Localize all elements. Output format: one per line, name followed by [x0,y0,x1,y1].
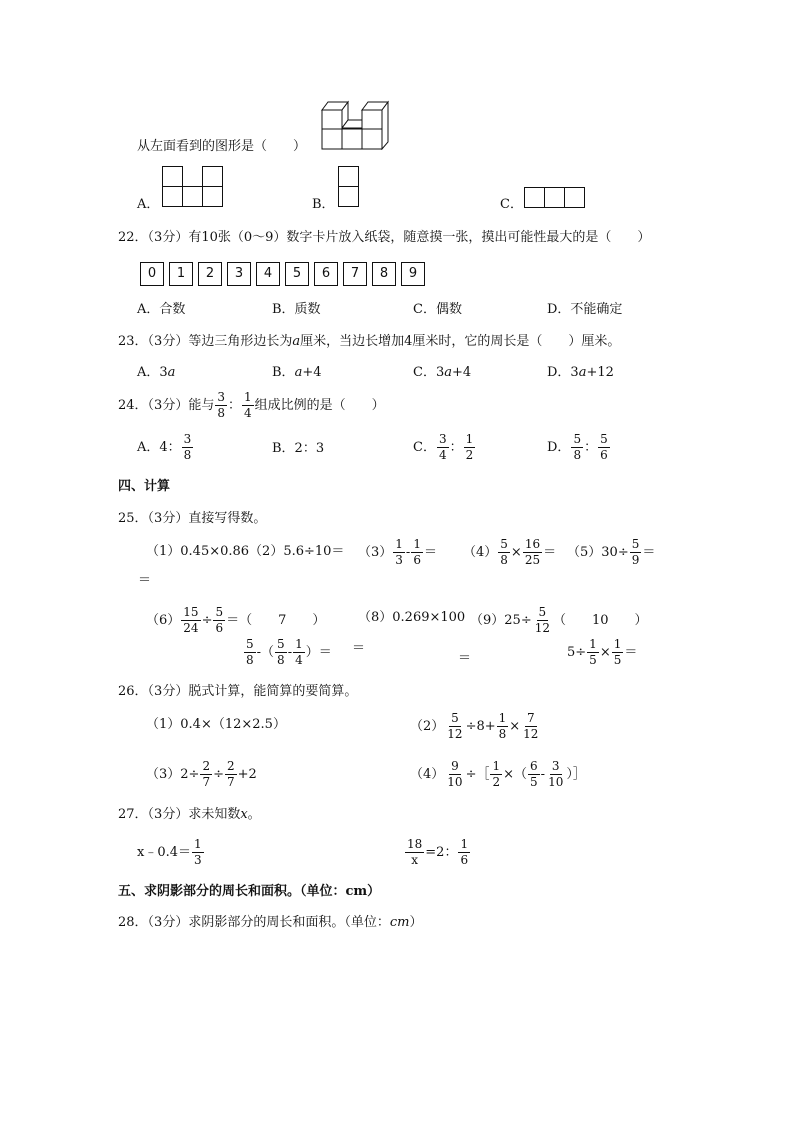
expr: x﹣0.4＝ [137,845,192,861]
q27-equation-2 [404,838,471,867]
q25-item-1-2: （1）0.45×0.86（2）5.6÷10＝ [146,544,345,559]
q21-option-b-figure [338,166,360,208]
fraction [528,760,540,789]
fraction [181,606,200,635]
numerator: 5 [630,538,642,553]
q24-option-d [547,433,611,462]
digit-card: 4 [256,262,280,286]
q23-stem-a: 23．（3分）等边三角形边长为 [118,334,293,349]
fraction [393,538,405,567]
denominator: 5 [530,775,538,790]
numerator: 15 [181,606,200,621]
fraction [213,606,225,635]
equals: ＝ [423,545,437,561]
q28-unit: cm [389,915,410,930]
expr: ÷［ [465,767,490,783]
numerator: 5 [598,433,610,448]
minus: - [287,645,293,661]
denominator: 4 [295,653,303,668]
q25-item-10 [567,638,637,667]
numerator: 3 [550,760,562,775]
q24-opt-c-text: C． [413,440,436,456]
fraction [445,760,464,789]
numerator: 1 [464,433,476,448]
expr: =2： [425,845,458,861]
item-label: （6） [146,613,181,629]
denominator: 8 [246,653,254,668]
fraction [630,538,642,567]
denominator: 7 [227,775,235,790]
numerator: 3 [182,433,194,448]
denominator: 6 [215,621,224,636]
q21-option-a-label: A． [137,197,160,212]
digit-card: 2 [198,262,222,286]
denominator: 10 [447,775,463,790]
expr: ）＝ [305,645,332,661]
q26-item-1: （1）0.4×（12×2.5） [146,717,286,732]
q23-opt-b-text: B． [272,365,295,380]
q23-opt-c-tail: +4 [451,365,472,380]
q24-opt-d-text: D． [547,440,571,456]
denominator: 8 [500,553,508,568]
numerator: 1 [490,760,502,775]
divide: ÷ [213,767,224,783]
denominator: 7 [202,775,211,790]
q23-option-c [413,366,471,379]
numerator: 16 [523,538,542,553]
times: × [599,645,611,661]
numerator: 3 [437,433,449,448]
q21-option-a-figure [162,166,224,208]
denominator: 2 [465,448,474,463]
denominator: 9 [631,553,640,568]
numerator: 1 [458,838,470,853]
q24-option-a [137,433,194,462]
q25-item-3 [358,538,437,567]
fraction [242,391,254,420]
q26-item-4 [410,760,586,789]
denominator: 12 [534,621,550,636]
fraction [571,433,583,462]
answer-blank: （ 7 ） [239,613,326,629]
q23-var: a [444,365,452,380]
equals: ＝ [624,645,638,661]
digit-card: 8 [372,262,396,286]
fraction [293,638,305,667]
expr: 30÷ [601,545,629,561]
digit-card: 3 [227,262,251,286]
q23-option-a [137,366,175,379]
item-label: （5） [567,545,602,561]
expr: -（ [256,645,275,661]
numerator: 1 [411,538,423,553]
numerator: 5 [449,712,461,727]
fraction [490,760,502,789]
numerator: 18 [405,838,424,853]
q21-option-b-label: B． [312,197,335,212]
fraction [464,433,476,462]
denominator: 8 [498,727,507,742]
equals: ＝ [642,545,656,561]
numerator: 1 [293,638,305,653]
q22-option-a: A．合数 [137,302,186,317]
denominator: 8 [573,448,582,463]
denominator: 4 [438,448,447,463]
numerator: 6 [528,760,540,775]
fraction [445,712,464,741]
fraction [587,638,599,667]
q24-stem-a: 24．（3分）能与 [118,398,215,414]
digit-card: 5 [285,262,309,286]
q23-option-d [547,366,614,379]
item-label: （3） [358,545,393,561]
numerator: 2 [200,760,212,775]
denominator: 4 [243,406,252,421]
expr: ）］ [566,767,586,783]
q23-var: a [292,334,301,349]
q24-opt-b-text: B．2：3 [272,441,325,456]
cube-stack-icon [320,100,390,150]
denominator: 10 [548,775,564,790]
item-label: （4） [410,767,445,783]
digit-card: 0 [140,262,164,286]
item-label: （9） [470,613,505,629]
denominator: 25 [524,553,541,568]
q22-option-c: C．偶数 [413,302,462,317]
q25-item-9 [470,606,648,635]
denominator: 24 [183,621,199,636]
fraction [546,760,565,789]
fraction [244,638,256,667]
denominator: 5 [589,653,597,668]
numerator: 1 [587,638,599,653]
fraction [215,391,227,420]
fraction [598,433,610,462]
numerator: 5 [498,538,510,553]
q26-item-2 [410,712,541,741]
q21-option-c-label: C． [500,197,523,212]
q21-3d-figure [320,100,390,150]
fraction [437,433,449,462]
numerator: 3 [215,391,227,406]
numerator: 1 [497,712,509,727]
q21-stem: 从左面看到的图形是（ ） [137,139,307,154]
q23-stem [118,335,620,348]
fraction [200,760,212,789]
fraction [612,638,624,667]
q23-var: a [294,365,303,380]
q22-option-d: D．不能确定 [547,302,623,317]
q28-stem-end: ） [409,915,423,930]
fraction [521,712,540,741]
item-label: （4） [463,545,498,561]
item-label: （2） [410,719,445,735]
q25-item-5 [567,538,655,567]
divide: ÷ [201,613,213,629]
q25-item-8: （8）0.269×100 [358,610,466,625]
denominator: 8 [183,448,192,463]
times: × [509,719,521,735]
colon: ： [227,398,241,414]
q24-stem [118,391,385,420]
q25-item-7 [243,638,332,667]
item-label: （3） [146,767,181,783]
q24-opt-a-text: A．4： [137,440,181,456]
expr: 5÷ [567,645,587,661]
answer-blank: （ 10 ） [553,613,648,629]
q23-var: a [578,365,587,380]
colon: ： [584,440,598,456]
q23-opt-d-tail: +12 [586,365,614,380]
digit-card: 9 [401,262,425,286]
q23-opt-c-text: C．3 [413,365,445,380]
fraction [411,538,423,567]
numerator: 5 [537,606,549,621]
digit-card: 1 [169,262,193,286]
numerator: 9 [449,760,461,775]
fraction [192,838,204,867]
numerator: 1 [612,638,624,653]
q25-equals-b: ＝ [458,651,472,666]
q23-option-b [272,366,322,379]
q23-opt-b-tail: +4 [302,365,322,380]
times: × [510,545,522,561]
denominator: 8 [277,653,285,668]
denominator: 6 [413,553,421,568]
denominator: 6 [600,448,608,463]
denominator: 5 [613,653,622,668]
expr: ÷8+ [465,719,496,735]
q27-stem-b: 。 [247,807,261,822]
denominator: 6 [460,853,469,868]
q22-stem: 22．（3分）有10张（0～9）数字卡片放入纸袋，随意摸一张，摸出可能性最大的是（ ） [118,230,651,245]
q26-item-3 [146,760,257,789]
colon: ： [449,440,463,456]
equals: ＝ [226,613,240,629]
section-heading-5: 五、求阴影部分的周长和面积。（单位：cm） [118,884,381,899]
q23-opt-d-text: D．3 [547,365,579,380]
numerator: 1 [393,538,405,553]
q28-stem-text: 28．（3分）求阴影部分的周长和面积。（单位： [118,915,390,930]
q26-stem: 26．（3分）脱式计算，能简算的要简算。 [118,684,358,699]
denominator: 3 [194,853,202,868]
q22-option-b: B．质数 [272,302,321,317]
fraction [225,760,237,789]
fraction [498,538,510,567]
numerator: 5 [275,638,287,653]
numerator: 5 [213,606,225,621]
q27-stem [118,808,261,821]
fraction [458,838,470,867]
q27-var: x [240,807,248,822]
q24-stem-b: 组成比例的是（ ） [254,398,385,414]
minus: - [405,545,411,561]
denominator: 12 [523,727,539,742]
q25-equals-a: ＝ [352,641,366,656]
q25-stem: 25．（3分）直接写得数。 [118,511,267,526]
fraction [405,838,424,867]
digit-card: 7 [343,262,367,286]
numerator: 1 [242,391,254,406]
q21-option-c-figure [524,187,586,208]
q22-digit-cards [140,262,430,286]
expr: 25÷ [504,613,532,629]
denominator: 3 [395,553,403,568]
denominator: x [411,853,419,868]
q24-option-c [413,433,476,462]
expr: +2 [237,767,257,783]
denominator: 8 [217,406,225,421]
equals: ＝ [543,545,557,561]
minus: - [540,767,546,783]
fraction [275,638,287,667]
section-heading-4: 四、计算 [118,479,171,494]
denominator: 12 [447,727,463,742]
denominator: 2 [492,775,501,790]
expr: ×（ [503,767,528,783]
q23-var: a [167,365,176,380]
q23-opt-a-text: A．3 [137,365,168,380]
q23-stem-b: 厘米，当边长增加4厘米时，它的周长是（ ）厘米。 [300,334,621,349]
numerator: 5 [244,638,256,653]
q25-item-4 [463,538,556,567]
q28-stem [118,916,422,929]
fraction [523,538,542,567]
digit-card: 6 [314,262,338,286]
q27-equation-1 [137,838,205,867]
fraction [533,606,552,635]
expr: 2÷ [180,767,200,783]
numerator: 1 [192,838,204,853]
q25-answer-line: ＝ [138,573,152,588]
numerator: 5 [571,433,583,448]
numerator: 2 [225,760,237,775]
q27-stem-a: 27．（3分）求未知数 [118,807,241,822]
q24-option-b [272,442,324,455]
numerator: 7 [525,712,537,727]
fraction [497,712,509,741]
fraction [182,433,194,462]
q25-item-6 [146,606,325,635]
